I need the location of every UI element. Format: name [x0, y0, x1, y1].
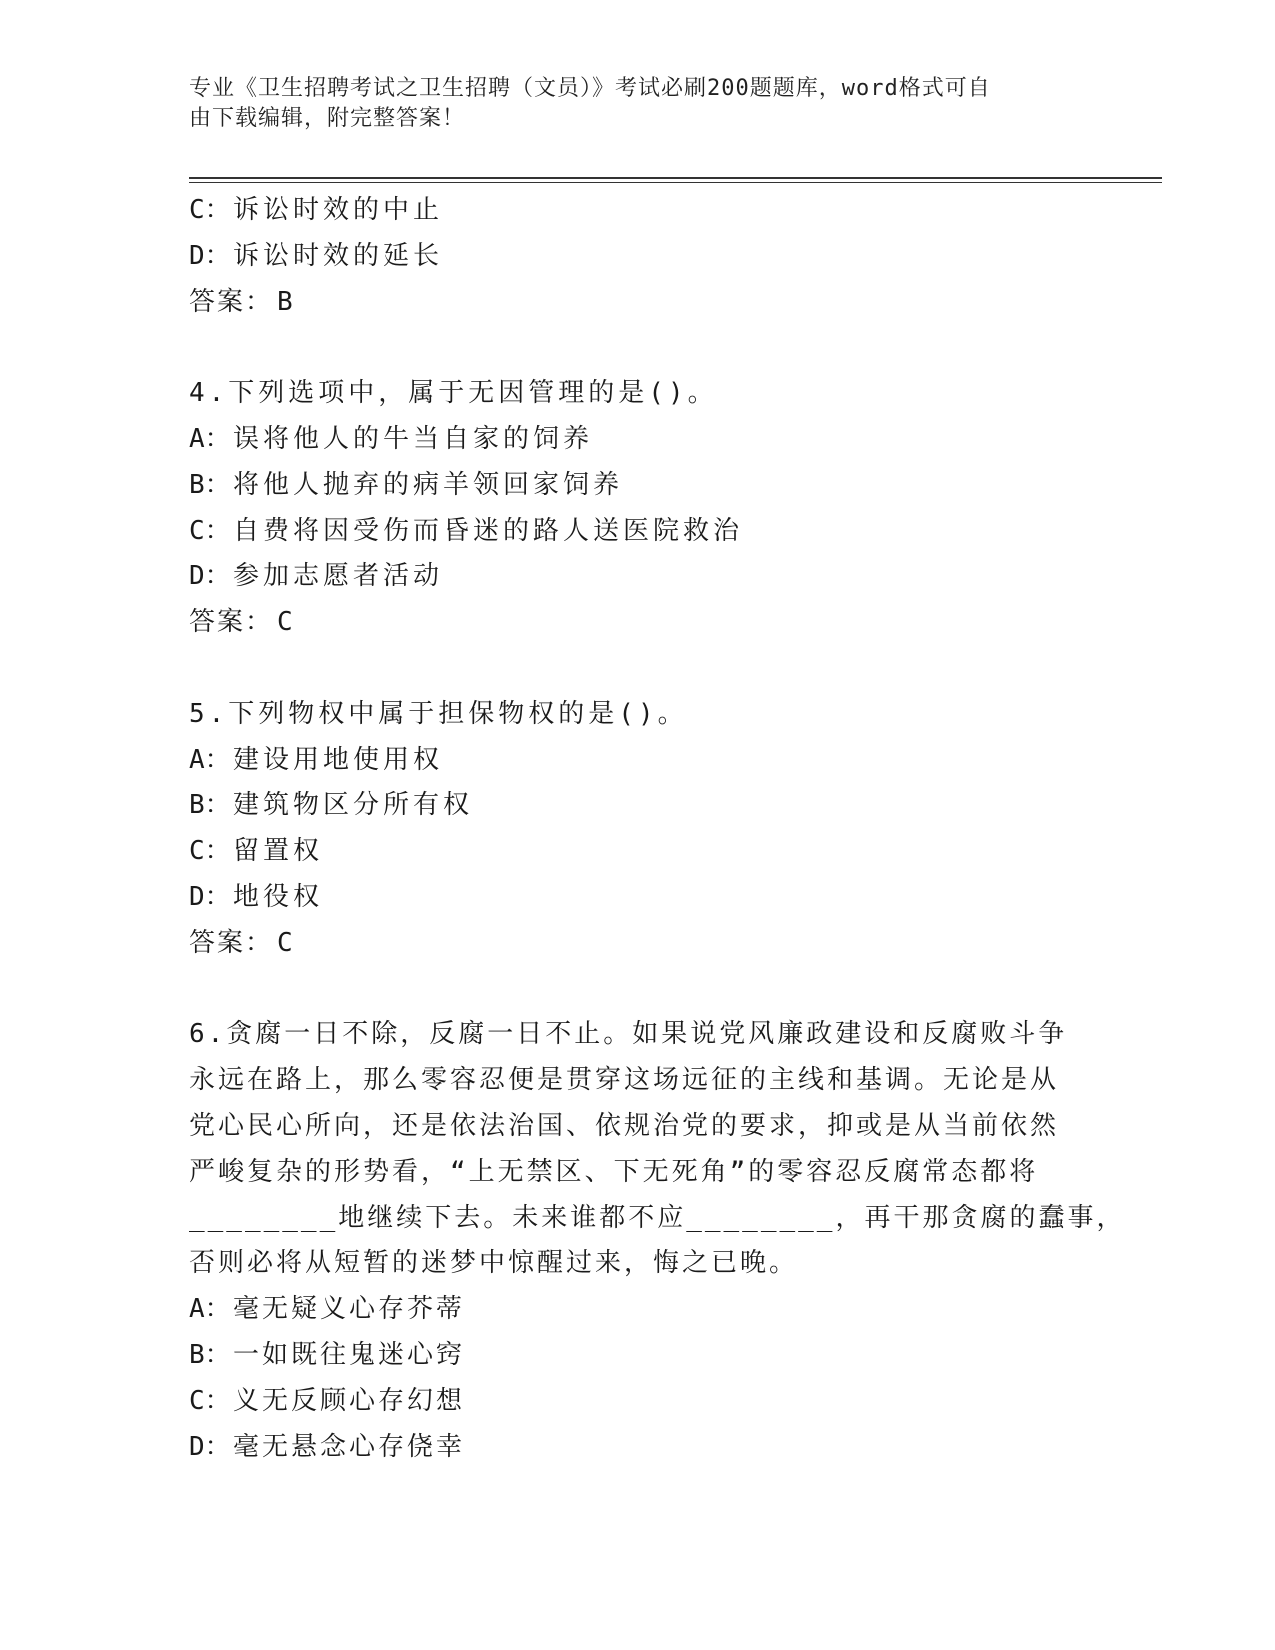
option-d: [189, 1425, 1089, 1471]
option-key: C：: [189, 1385, 231, 1416]
question-5-block: [189, 692, 1089, 967]
header-divider: [189, 177, 1162, 183]
option-text: 自费将因受伤而昏迷的路人送医院救治: [233, 515, 744, 546]
option-key: B：: [189, 1339, 231, 1370]
answer-label: 答案：: [189, 927, 274, 958]
option-d: [189, 875, 1089, 921]
answer-line: [189, 280, 1089, 326]
header-line-2: 由下载编辑，附完整答案！: [189, 106, 466, 131]
spacer: [189, 967, 1089, 1013]
option-text: 参加志愿者活动: [233, 561, 444, 592]
option-key: D：: [189, 240, 231, 271]
option-key: A：: [189, 423, 231, 454]
header-line-1: 专业《卫生招聘考试之卫生招聘（文员）》考试必刷200题题库，word格式可自: [189, 76, 991, 101]
option-text: 误将他人的牛当自家的饲养: [233, 423, 594, 454]
answer-value: C: [277, 927, 295, 958]
option-text: 建筑物区分所有权: [233, 790, 474, 821]
spacer: [189, 325, 1089, 371]
option-c: [189, 829, 1089, 875]
option-c: [189, 509, 1089, 555]
answer-line: [189, 600, 1089, 646]
option-text: 一如既往鬼迷心窍: [233, 1339, 466, 1370]
option-a: [189, 1287, 1089, 1333]
option-key: C：: [189, 195, 231, 225]
question-stem-line: 党心民心所向，还是依法治国、依规治党的要求，抑或是从当前依然: [189, 1110, 1060, 1141]
option-key: B：: [189, 790, 231, 821]
option-a: [189, 738, 1089, 784]
question-stem-line: 6.贪腐一日不除，反腐一日不止。如果说党风廉政建设和反腐败斗争: [189, 1019, 1068, 1050]
option-text: 留置权: [233, 836, 324, 867]
option-key: D：: [189, 561, 231, 592]
option-a: [189, 417, 1089, 463]
option-text: 将他人抛弃的病羊领回家饲养: [233, 469, 624, 500]
option-b: [189, 1333, 1089, 1379]
option-d: [189, 554, 1089, 600]
option-key: C：: [189, 515, 231, 546]
question-stem-line: 严峻复杂的形势看，“上无禁区、下无死角”的零容忍反腐常态都将: [189, 1156, 1039, 1187]
option-key: A：: [189, 1294, 231, 1325]
prev-question-block: [189, 188, 1089, 325]
option-key: B：: [189, 469, 231, 500]
option-d: [189, 234, 1089, 280]
option-text: 毫无疑义心存芥蒂: [233, 1294, 466, 1325]
question-stem-line: 永远在路上，那么零容忍便是贯穿这场远征的主线和基调。无论是从: [189, 1065, 1060, 1096]
option-c: [189, 1379, 1089, 1425]
question-4-block: [189, 371, 1089, 646]
option-c: [189, 188, 1089, 234]
question-6-block: [189, 1012, 1126, 1470]
option-b: [189, 463, 1089, 509]
option-text: 义无反顾心存幻想: [233, 1385, 466, 1416]
answer-label: 答案：: [189, 607, 274, 638]
option-text: 地役权: [233, 881, 324, 912]
option-key: A：: [189, 744, 231, 775]
option-text: 诉讼时效的延长: [233, 240, 444, 271]
option-key: C：: [189, 836, 231, 867]
answer-line: [189, 921, 1089, 967]
option-key: D：: [189, 1431, 231, 1462]
answer-label: 答案：: [189, 286, 274, 317]
question-stem: 4.下列选项中，属于无因管理的是()。: [189, 378, 718, 409]
answer-value: B: [277, 286, 295, 317]
option-text: 建设用地使用权: [233, 744, 444, 775]
option-text: 诉讼时效的中止: [233, 195, 444, 225]
option-text: 毫无悬念心存侥幸: [233, 1431, 466, 1462]
question-content: [189, 188, 1126, 1470]
spacer: [189, 646, 1089, 692]
question-stem: 5.下列物权中属于担保物权的是()。: [189, 698, 688, 729]
question-stem-line: ________地继续下去。未来谁都不应________，再干那贪腐的蠢事，: [189, 1202, 1126, 1233]
question-stem-line: 否则必将从短暂的迷梦中惊醒过来，悔之已晚。: [189, 1248, 799, 1279]
option-key: D：: [189, 881, 231, 912]
answer-value: C: [277, 607, 295, 638]
page-header: [189, 74, 1089, 134]
option-b: [189, 783, 1089, 829]
